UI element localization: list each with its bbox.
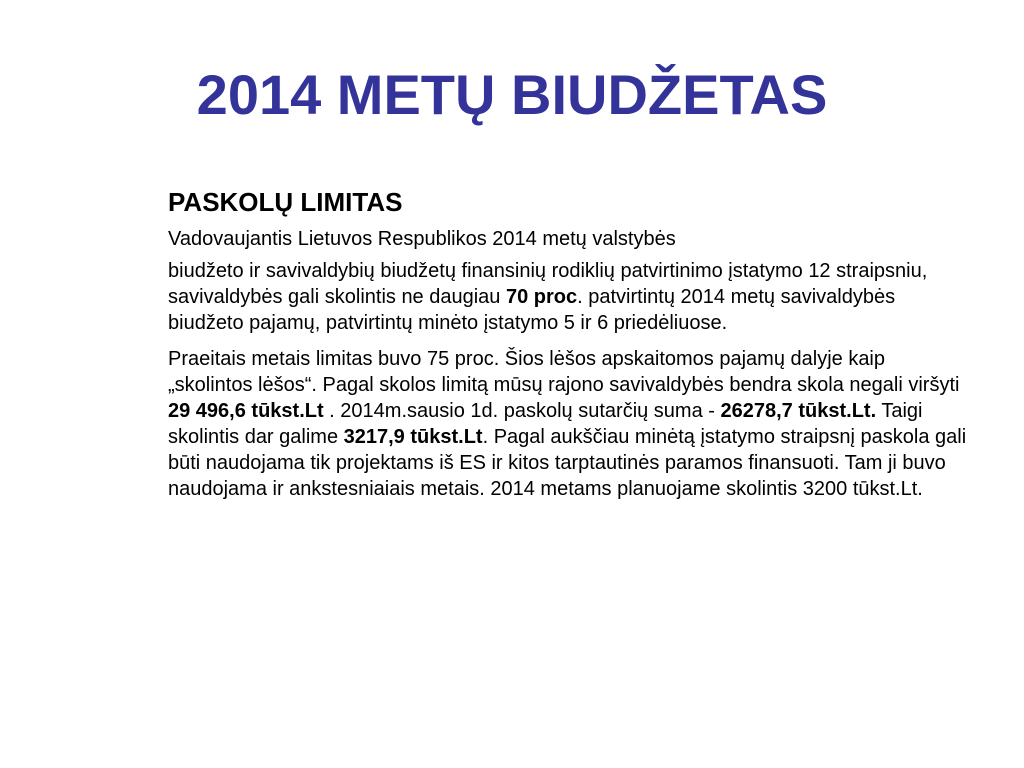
slide-body: [168, 186, 968, 502]
paragraph-limit-text-2: . patvirtintų 2014 metų savivaldybės biudžeto pajamų, patvirtintų minėto įstatymo 5 ir 6 priedėliuose.: [168, 286, 896, 334]
section-heading: PASKOLŲ LIMITAS: [168, 187, 403, 217]
slide-title: 2014 METŲ BIUDŽETAS: [196, 63, 828, 126]
paragraph-intro: Vadovaujantis Lietuvos Respublikos 2014 metų valstybės: [168, 228, 676, 250]
debt-limit-amount: 29 496,6 tūkst.Lt: [168, 400, 324, 422]
paragraph-debt-text-1: Praeitais metais limitas buvo 75 proc. Šios lėšos apskaitomos pajamų dalyje kaip „skolintos lėšos“. Pagal skolos limitą mūsų rajono savivaldybės bendra skola negali viršyti: [168, 348, 960, 396]
loan-contracts-amount: 26278,7 tūkst.Lt.: [720, 400, 877, 422]
paragraph-debt: [168, 346, 968, 502]
paragraph-debt-text-2: . 2014m.sausio 1d. paskolų sutarčių suma -: [323, 400, 721, 422]
limit-percent: 70 proc: [505, 286, 578, 308]
paragraph-debt-text-3: Taigi skolintis dar galime: [168, 400, 923, 448]
remaining-borrowing-amount: 3217,9 tūkst.Lt: [343, 426, 483, 448]
paragraph-limit: [168, 258, 968, 336]
paragraph-debt-text-4: . Pagal aukščiau minėtą įstatymo straipsnį paskola gali būti naudojama tik projektams iš ES ir kitos tarptautinės paramos finansuoti. Tam ji buvo naudojama ir ankstesniaiais metais. 2014 metams planuojame skolintis 3200 tūkst.Lt.: [168, 426, 967, 500]
paragraph-limit-text-1: biudžeto ir savivaldybių biudžetų finansinių rodiklių patvirtinimo įstatymo 12 straipsniu, savivaldybės gali skolintis ne daugiau: [168, 260, 928, 308]
